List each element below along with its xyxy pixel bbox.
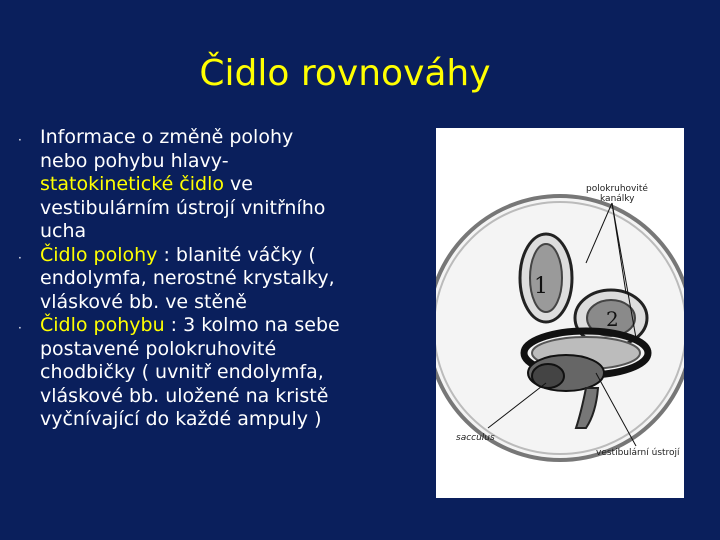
bullet-text: : blanité váčky ( — [157, 243, 316, 266]
bullet-line — [40, 197, 428, 221]
bullet-text: endolymfa, nerostné krystalky, — [40, 267, 335, 289]
bullet-line — [40, 267, 428, 291]
bullet-line — [40, 385, 428, 409]
bullet-dot-icon: · — [18, 133, 22, 147]
bullet-line — [40, 338, 428, 362]
bullet-text: ve — [224, 173, 253, 195]
label-vestibular: vestibulární ústrojí — [596, 448, 680, 458]
bullet-line — [40, 314, 428, 338]
bullet-text: Informace o změně polohy — [40, 126, 294, 148]
bullet-text: : 3 kolmo na sebe — [164, 314, 340, 336]
highlight-text: Čidlo polohy — [40, 243, 158, 266]
bullet-text: postavené polokruhovité — [40, 337, 277, 360]
sacculus-shape — [532, 364, 564, 388]
vestibular-illustration — [436, 128, 684, 498]
bullet-line — [40, 291, 428, 315]
bullet-text: vláskové bb. uložené na kristě — [40, 384, 329, 407]
label-canals-1: polokruhovité — [586, 184, 648, 194]
bullet-line — [40, 173, 428, 197]
bullet-text: nebo pohybu hlavy- — [40, 149, 229, 172]
highlight-text: Čidlo pohybu — [40, 314, 165, 336]
bullet-text: vláskové bb. ve stěně — [40, 290, 247, 313]
bullet-line — [40, 150, 428, 174]
bullet-dot-icon: · — [18, 321, 22, 335]
bullet-item — [18, 244, 428, 315]
bullet-list — [18, 126, 428, 432]
numeral-1: 1 — [534, 274, 548, 299]
bullet-text: vyčnívající do každé ampuly ) — [40, 408, 322, 430]
numeral-2: 2 — [606, 307, 619, 331]
bullet-item — [18, 126, 428, 244]
bullet-dot-icon: · — [18, 250, 22, 265]
bullet-line — [40, 244, 428, 268]
bullet-line — [40, 361, 428, 385]
bullet-text: ucha — [40, 220, 87, 242]
bullet-text: chodbičky ( uvnitř endolymfa, — [40, 361, 324, 383]
slide-title: Čidlo rovnováhy — [199, 53, 491, 94]
bullet-line — [40, 408, 428, 432]
highlight-text: statokinetické čidlo — [40, 173, 224, 195]
bullet-item — [18, 314, 428, 432]
label-sacculus: sacculus — [456, 433, 495, 443]
bullet-line — [40, 220, 428, 244]
label-canals-2: kanálky — [600, 194, 635, 204]
bullet-line — [40, 126, 428, 150]
bullet-text: vestibulárním ústrojí vnitřního — [40, 196, 326, 219]
